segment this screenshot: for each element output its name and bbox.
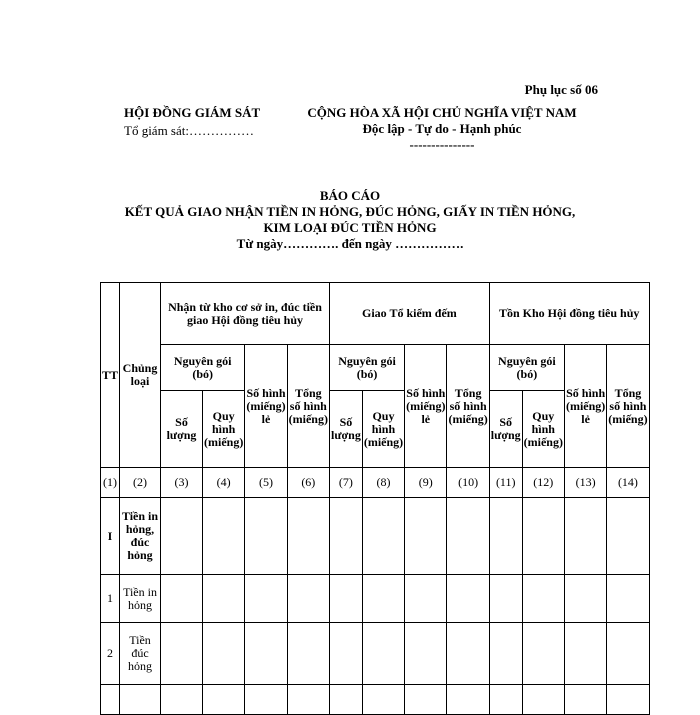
table-cell (161, 623, 203, 685)
national-header (298, 105, 586, 153)
column-number: (5) (245, 468, 287, 498)
table-cell (447, 498, 489, 575)
report-title-line2: KẾT QUẢ GIAO NHẬN TIỀN IN HỎNG, ĐÚC HỎNG, GIẤY IN TIỀN HỎNG, (124, 204, 576, 219)
group-header-delivered: Giao Tổ kiểm đếm (329, 283, 489, 345)
table-cell (607, 575, 649, 623)
column-number: (8) (362, 468, 404, 498)
column-number: (9) (405, 468, 447, 498)
table-cell (564, 623, 606, 685)
column-number: (10) (447, 468, 489, 498)
table-cell (489, 575, 522, 623)
column-number: (6) (287, 468, 329, 498)
table-cell (329, 575, 362, 623)
table-cell (245, 575, 287, 623)
table-cell (203, 498, 245, 575)
table-cell (564, 498, 606, 575)
package-header: Nguyên gói (bó) (489, 345, 564, 391)
column-number: (7) (329, 468, 362, 498)
table-cell (564, 575, 606, 623)
table-cell (161, 575, 203, 623)
report-title-line3: KIM LOẠI ĐÚC TIỀN HỎNG (263, 220, 437, 235)
table-row (101, 575, 650, 623)
table-cell (329, 623, 362, 685)
report-table (100, 282, 650, 715)
council-name: HỘI ĐỒNG GIÁM SÁT (124, 105, 261, 120)
row-stt: 1 (101, 575, 120, 623)
group-header-received: Nhận từ kho cơ sở in, đúc tiền giao Hội đồng tiêu hủy (161, 283, 330, 345)
loose-header: Số hình (miếng) lẻ (405, 345, 447, 468)
total-header: Tổng số hình (miếng) (287, 345, 329, 468)
report-title-line1: BÁO CÁO (319, 188, 381, 203)
row-stt: 2 (101, 623, 120, 685)
table-cell (203, 623, 245, 685)
motto-divider: --------------- (409, 137, 475, 152)
table-header-row (101, 345, 650, 391)
total-header: Tổng số hình (miếng) (607, 345, 649, 468)
loose-header: Số hình (miếng) lẻ (245, 345, 287, 468)
quantity-header: Số lượng (161, 391, 203, 468)
spec-header: Quy hình (miếng) (203, 391, 245, 468)
report-date-range: Từ ngày…………. đến ngày ……………. (236, 236, 464, 251)
column-number: (11) (489, 468, 522, 498)
council-header (124, 105, 260, 139)
table-row (101, 623, 650, 685)
table-cell (447, 623, 489, 685)
table-cell (161, 498, 203, 575)
column-number: (3) (161, 468, 203, 498)
table-cell (489, 623, 522, 685)
group-header-stock: Tồn Kho Hội đồng tiêu hủy (489, 283, 649, 345)
appendix-label: Phụ lục số 06 (524, 82, 598, 97)
table-cell (287, 623, 329, 685)
table-cell (405, 623, 447, 685)
row-label: Tiền in hỏng, đúc hỏng (120, 498, 161, 575)
table-cell (287, 575, 329, 623)
col-type-header: Chủng loại (120, 283, 161, 468)
total-header: Tổng số hình (miếng) (447, 345, 489, 468)
table-cell (245, 498, 287, 575)
table-cell (405, 575, 447, 623)
column-number: (4) (203, 468, 245, 498)
quantity-header: Số lượng (329, 391, 362, 468)
spec-header: Quy hình (miếng) (522, 391, 564, 468)
spec-header: Quy hình (miếng) (362, 391, 404, 468)
report-title (100, 188, 600, 252)
loose-header: Số hình (miếng) lẻ (564, 345, 606, 468)
table-cell (362, 623, 404, 685)
package-header: Nguyên gói (bó) (329, 345, 404, 391)
table-row (101, 498, 650, 575)
table-cell (522, 623, 564, 685)
table-cell (522, 575, 564, 623)
table-cell (447, 575, 489, 623)
country-name: CỘNG HÒA XÃ HỘI CHỦ NGHĨA VIỆT NAM (307, 105, 577, 120)
table-cell (405, 498, 447, 575)
table-cell (287, 498, 329, 575)
table-cell (489, 498, 522, 575)
table-cell (245, 623, 287, 685)
table-cell (203, 575, 245, 623)
column-number: (13) (564, 468, 606, 498)
package-header: Nguyên gói (bó) (161, 345, 245, 391)
quantity-header: Số lượng (489, 391, 522, 468)
table-cell (329, 498, 362, 575)
national-motto: Độc lập - Tự do - Hạnh phúc (362, 121, 522, 136)
table-cell (607, 498, 649, 575)
supervision-team: Tổ giám sát:…………… (124, 123, 254, 138)
table-cell (522, 498, 564, 575)
table-cell (607, 623, 649, 685)
table-cell (362, 575, 404, 623)
table-cell (362, 498, 404, 575)
row-stt: I (101, 498, 120, 575)
row-label: Tiền in hỏng (120, 575, 161, 623)
column-number: (14) (607, 468, 649, 498)
column-number-row (101, 468, 650, 498)
column-number: (2) (120, 468, 161, 498)
column-number: (1) (101, 468, 120, 498)
table-header-row (101, 283, 650, 345)
column-number: (12) (522, 468, 564, 498)
col-stt-header: TT (101, 283, 120, 468)
row-label: Tiền đúc hỏng (120, 623, 161, 685)
